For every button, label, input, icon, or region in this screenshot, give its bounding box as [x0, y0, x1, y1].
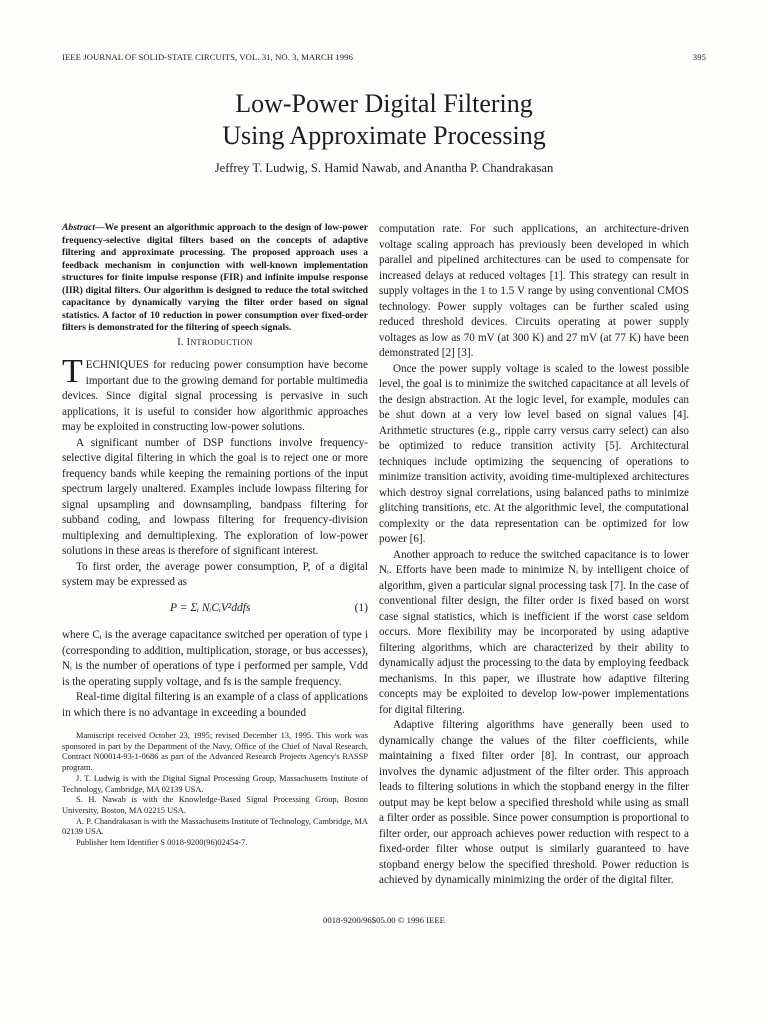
equation-number: (1)	[354, 601, 368, 614]
intro-paragraph-4: Real-time digital filtering is an example of a class of applications in which there is no advantage in exceeding a bounded	[62, 691, 368, 719]
title-line-1: Low-Power Digital Filtering	[235, 89, 533, 118]
paper-title	[0, 88, 768, 152]
abstract	[62, 222, 368, 335]
footnote-manuscript: Manuscript received October 23, 1995; revised December 13, 1995. This work was sponsored in part by the Department of the Navy, Office of the Chief of Naval Research, Contract N00014-93-1-0686 as part of the Advanced Research Projects Agency's RASSP program.	[62, 731, 368, 773]
right-paragraph-2: Once the power supply voltage is scaled to the lowest possible level, the goal is to minimize the switched capacitance at all levels of the design abstraction. At the logic level, for example, modules can be shut down at a very low level based on signal values [4]. Arithmetic structures (e.g., ripple carry versus carry select) can also be optimized to reduce transition activity [5]. Architectural techniques include optimizing the sequencing of operations to minimize transition activity, avoiding time-multiplexed architectures which destroy signal correlations, using balanced paths to minimize glitching transitions, etc. At the algorithmic level, the computational complexity or the data representation can be optimized for low power [6].	[379, 362, 689, 545]
intro-paragraph-3: To first order, the average power consumption, P, of a digital system may be expressed as	[62, 560, 368, 588]
footnote-chandrakasan: A. P. Chandrakasan is with the Massachusetts Institute of Technology, Cambridge, MA 02139 USA.	[62, 816, 368, 837]
intro-paragraph-2: A significant number of DSP functions involve frequency-selective digital filtering in which the goal is to reject one or more frequency bands while keeping the remaining portions of the input spectrum largely unaltered. Examples include lowpass filtering for signal upsampling and downsampling, bandpass filtering for subband coding, and lowpass filtering for frequency-division multiplexing and demultiplexing. The exploration of low-power solutions in these areas is therefore of significant interest.	[62, 436, 368, 557]
footnote-publisher-id: Publisher Item Identifier S 0018-9200(96)02454-7.	[76, 838, 248, 848]
author-list: Jeffrey T. Ludwig, S. Hamid Nawab, and Anantha P. Chandrakasan	[214, 161, 554, 175]
copyright-footer: 0018-9200/96$05.00 © 1996 IEEE	[323, 915, 445, 925]
section-heading-introduction	[62, 335, 368, 351]
right-column	[379, 222, 689, 889]
equation-1	[62, 601, 368, 617]
section-numeral: I.	[177, 336, 184, 348]
left-column	[62, 222, 368, 849]
footnote-ludwig: J. T. Ludwig is with the Digital Signal Processing Group, Massachusetts Institute of Technology, Cambridge, MA 02139 USA.	[62, 773, 368, 794]
running-head	[62, 52, 706, 62]
right-paragraph-1: computation rate. For such applications, an architecture-driven voltage scaling approach has previously been developed in which parallel and pipelined architectures can be used to compensate for increased delays at reduced voltages [1]. This strategy can result in supply voltages in the 1 to 1.5 V range by using conventional CMOS technology. Power supply voltages can be further scaled using reduced threshold devices. Circuits operating at power supply voltages as low as 70 mV (at 300 K) and 27 mV (at 77 K) have been demonstrated [2] [3].	[379, 223, 689, 359]
section-title-initial: I	[186, 336, 191, 348]
footnotes	[62, 731, 368, 849]
right-paragraph-3: Another approach to reduce the switched capacitance is to lower Nᵢ. Efforts have been made to minimize Nᵢ by intelligent choice of algorithm, given a particular signal processing task [7]. In the case of conventional filter design, the filter order is fixed based on worst case signal statistics, which is inefficient if the worst case seldom occurs. More flexibility may be incorporated by using adaptive filtering algorithms, which are characterized by their ability to dynamically adjust the processing to the data by employing feedback mechanisms. In this paper, we illustrate how adaptive filtering concepts may be exploited to develop low-power implementations for digital filtering.	[379, 548, 689, 716]
equation-definitions: where Cᵢ is the average capacitance switched per operation of type i (corresponding to addition, multiplication, storage, or bus accesses), Nᵢ is the number of operations of type i performed per sample, Vdd is the operating supply voltage, and fs is the sample frequency.	[62, 629, 368, 688]
abstract-label: Abstract	[62, 222, 96, 233]
section-title-rest: NTRODUCTION	[190, 337, 253, 347]
intro-paragraph-1: TECHNIQUES for reducing power consumption have become important due to the growing demand for portable multimedia devices. Since digital signal processing is pervasive in such applications, it is useful to consider how algorithmic approaches may be exploited in constructing low-power solutions.	[62, 353, 368, 433]
title-line-2: Using Approximate Processing	[222, 121, 546, 150]
journal-header: IEEE JOURNAL OF SOLID-STATE CIRCUITS, VOL. 31, NO. 3, MARCH 1996	[62, 52, 353, 62]
page-number: 395	[692, 52, 706, 62]
equation-body: P = Σᵢ NᵢCᵢV²ddfs	[170, 601, 251, 614]
footnote-nawab: S. H. Nawab is with the Knowledge-Based Signal Processing Group, Boston University, Boston, MA 02215 USA.	[62, 795, 368, 815]
right-paragraph-4: Adaptive filtering algorithms have generally been used to dynamically change the values of the filter coefficients, while maintaining a fixed filter order [8]. In contrast, our approach involves the dynamic adjustment of the filter order. This approach leads to filtering solutions in which the stopband energy in the filter output may be kept below a specified threshold while using as small a filter order as possible. Since power consumption is proportional to filter order, our approach achieves power reduction with respect to a fixed-order filter whose output is similarly guaranteed to have stopband energy below the specified threshold. Power reduction is achieved by dynamically minimizing the order of the digital filter.	[379, 719, 689, 886]
abstract-text: —We present an algorithmic approach to the design of low-power frequency-selective digital filters based on the concepts of adaptive filtering and approximate processing. The proposed approach uses a feedback mechanism in conjunction with well-known implementation structures for finite impulse response (FIR) and infinite impulse response (IIR) digital filters. Our algorithm is designed to reduce the total switched capacitance by dynamically varying the filter order based on signal statistics. A factor of 10 reduction in power consumption over fixed-order filters is demonstrated for the filtering of speech signals.	[62, 222, 368, 333]
